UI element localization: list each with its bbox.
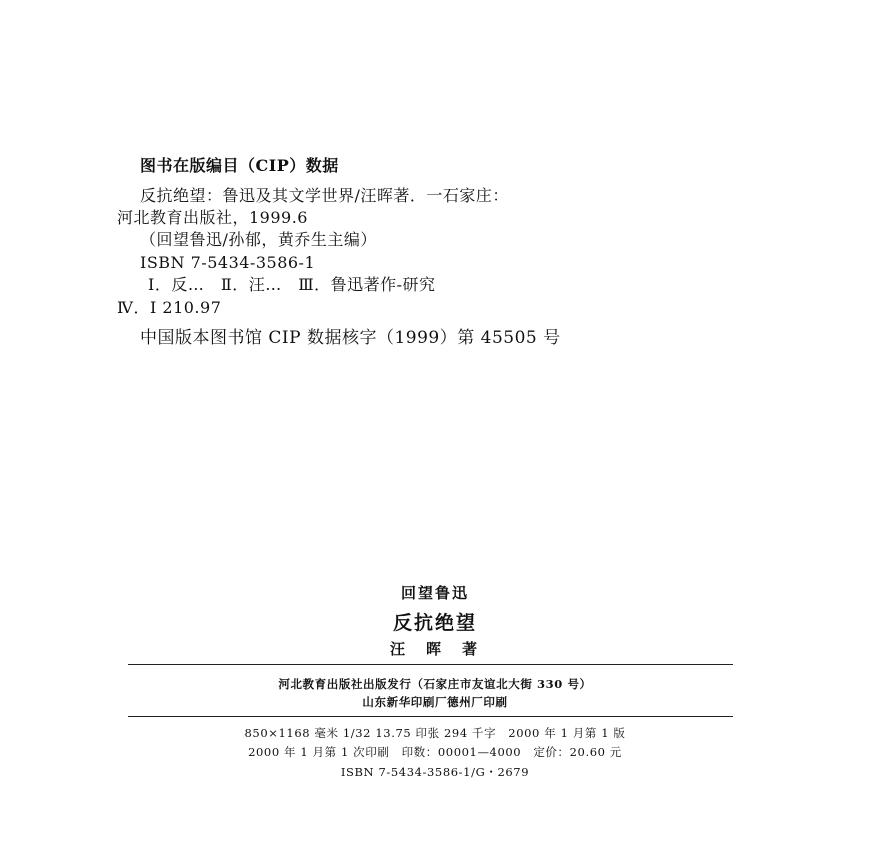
book-author: 汪 晖 著 <box>389 640 480 658</box>
cip-line-title: 反抗绝望：鲁迅及其文学世界/汪晖著．一石家庄： <box>140 186 509 205</box>
cip-line-publisher: 河北教育出版社，1999.6 <box>117 208 308 227</box>
cip-line-subjects: Ⅰ．反… Ⅱ．汪… Ⅲ．鲁迅著作-研究 <box>148 275 436 294</box>
imprint-specs-line2: 2000 年 1 月第 1 次印刷 印数：00001—4000 定价：20.60 元 <box>248 745 622 759</box>
imprint-specs-line1: 850×1168 毫米 1/32 13.75 印张 294 千字 2000 年 1 月第 1 版 <box>244 726 626 740</box>
imprint-isbn: ISBN 7-5434-3586-1/G・2679 <box>340 765 530 779</box>
cip-line-isbn: ISBN 7-5434-3586-1 <box>140 253 316 272</box>
cip-heading: 图书在版编目（CIP）数据 <box>140 156 339 175</box>
cip-line-series: （回望鲁迅/孙郁，黄乔生主编） <box>140 230 377 249</box>
series-name: 回望鲁迅 <box>400 584 469 602</box>
cip-line-classification: Ⅳ．I 210.97 <box>117 298 222 317</box>
imprint-printer: 山东新华印刷厂德州厂印刷 <box>362 695 508 709</box>
book-title: 反抗绝望 <box>392 612 477 634</box>
cip-data-block <box>0 0 870 360</box>
imprint-middle-rule <box>128 716 733 717</box>
cip-approval-number: 中国版本图书馆 CIP 数据核字（1999）第 45505 号 <box>140 328 561 348</box>
imprint-publisher: 河北教育出版社出版发行（石家庄市友谊北大街 330 号） <box>278 677 592 691</box>
imprint-top-rule <box>128 664 733 665</box>
